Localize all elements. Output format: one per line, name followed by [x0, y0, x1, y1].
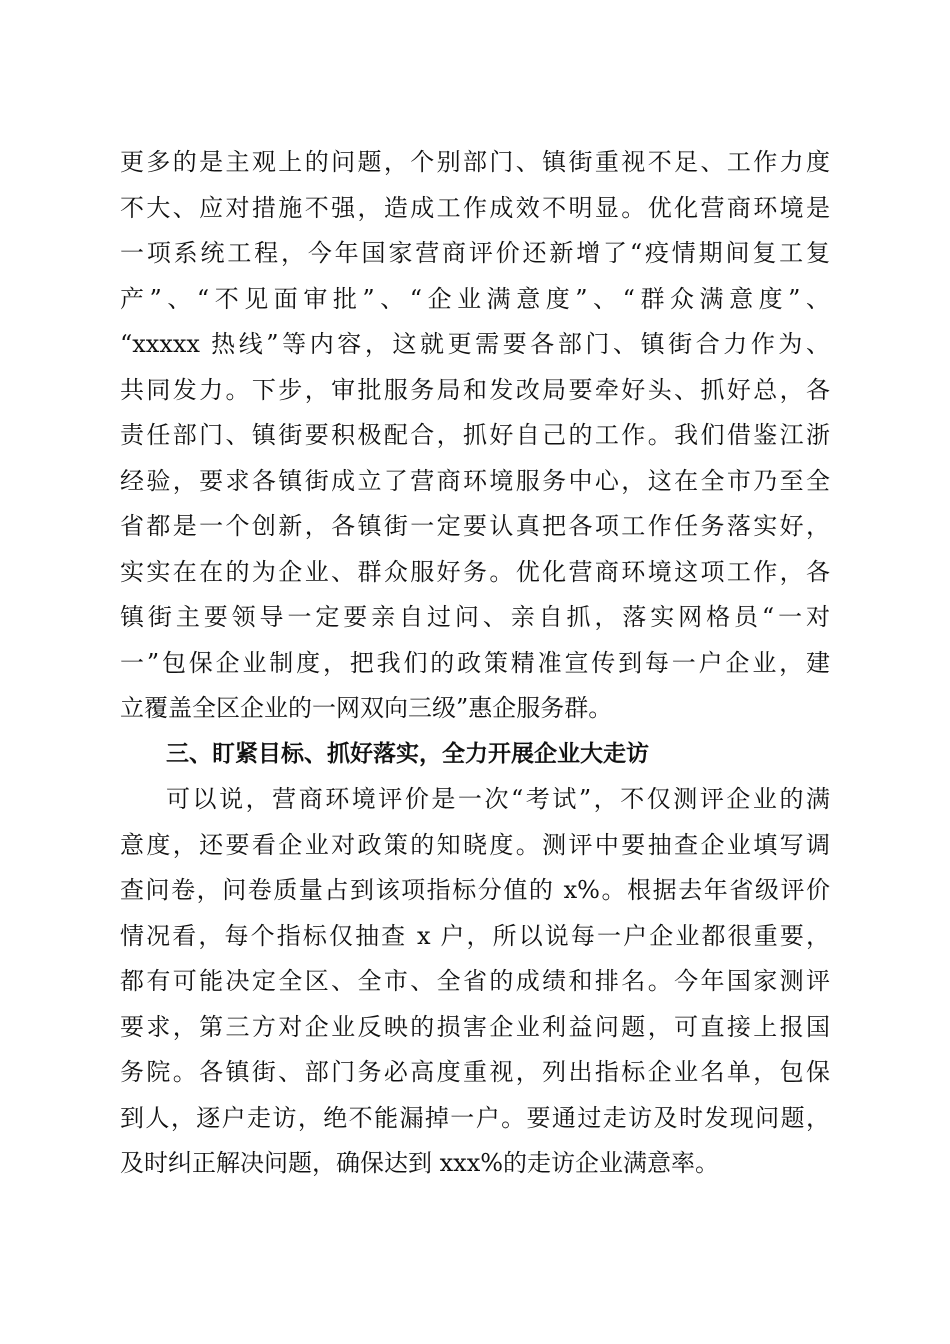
paragraph-line: 立覆盖全区企业的一网双向三级”惠企服务群。: [120, 694, 613, 722]
paragraph-line: 一项系统工程，今年国家营商评价还新增了“疫情期间复工复: [120, 239, 830, 267]
paragraph-line: 及时纠正解决问题，确保达到 xxx%的走访企业满意率。: [120, 1149, 720, 1177]
paragraph-line: 要求，第三方对企业反映的损害企业利益问题，可直接上报国: [120, 1013, 830, 1041]
paragraph-line: 都有可能决定全区、全市、全省的成绩和排名。今年国家测评: [120, 967, 830, 995]
paragraph-line: 务院。各镇街、部门务必高度重视，列出指标企业名单，包保: [120, 1058, 830, 1086]
paragraph-line: 查问卷，问卷质量占到该项指标分值的 x%。根据去年省级评价: [120, 876, 830, 904]
section-heading: 三、盯紧目标、抓好落实，全力开展企业大走访: [166, 741, 649, 767]
paragraph-line: 实实在在的为企业、群众服好务。优化营商环境这项工作，各: [120, 558, 830, 586]
paragraph-line: 共同发力。下步，审批服务局和发改局要牵好头、抓好总，各: [120, 376, 830, 404]
paragraph-line: 责任部门、镇街要积极配合，抓好自己的工作。我们借鉴江浙: [120, 421, 830, 449]
paragraph-line: 可以说，营商环境评价是一次“考试”，不仅测评企业的满: [166, 785, 830, 813]
paragraph-line: 镇街主要领导一定要亲自过问、亲自抓，落实网格员“一对: [120, 603, 830, 631]
paragraph-line: 情况看，每个指标仅抽查 x 户，所以说每一户企业都很重要，: [120, 922, 830, 950]
paragraph-line: “xxxxx 热线”等内容，这就更需要各部门、镇街合力作为、: [120, 330, 830, 358]
paragraph-line: 省都是一个创新，各镇街一定要认真把各项工作任务落实好，: [120, 512, 830, 540]
paragraph-line: 不大、应对措施不强，造成工作成效不明显。优化营商环境是: [120, 194, 830, 222]
paragraph-line: 产”、“不见面审批”、“企业满意度”、“群众满意度”、: [120, 285, 830, 313]
paragraph-line: 经验，要求各镇街成立了营商环境服务中心，这在全市乃至全: [120, 467, 830, 495]
paragraph-line: 到人，逐户走访，绝不能漏掉一户。要通过走访及时发现问题，: [120, 1104, 830, 1132]
paragraph-line: 更多的是主观上的问题，个别部门、镇街重视不足、工作力度: [120, 148, 830, 176]
paragraph-line: 意度，还要看企业对政策的知晓度。测评中要抽查企业填写调: [120, 831, 830, 859]
paragraph-line: 一”包保企业制度，把我们的政策精准宣传到每一户企业，建: [120, 649, 830, 677]
